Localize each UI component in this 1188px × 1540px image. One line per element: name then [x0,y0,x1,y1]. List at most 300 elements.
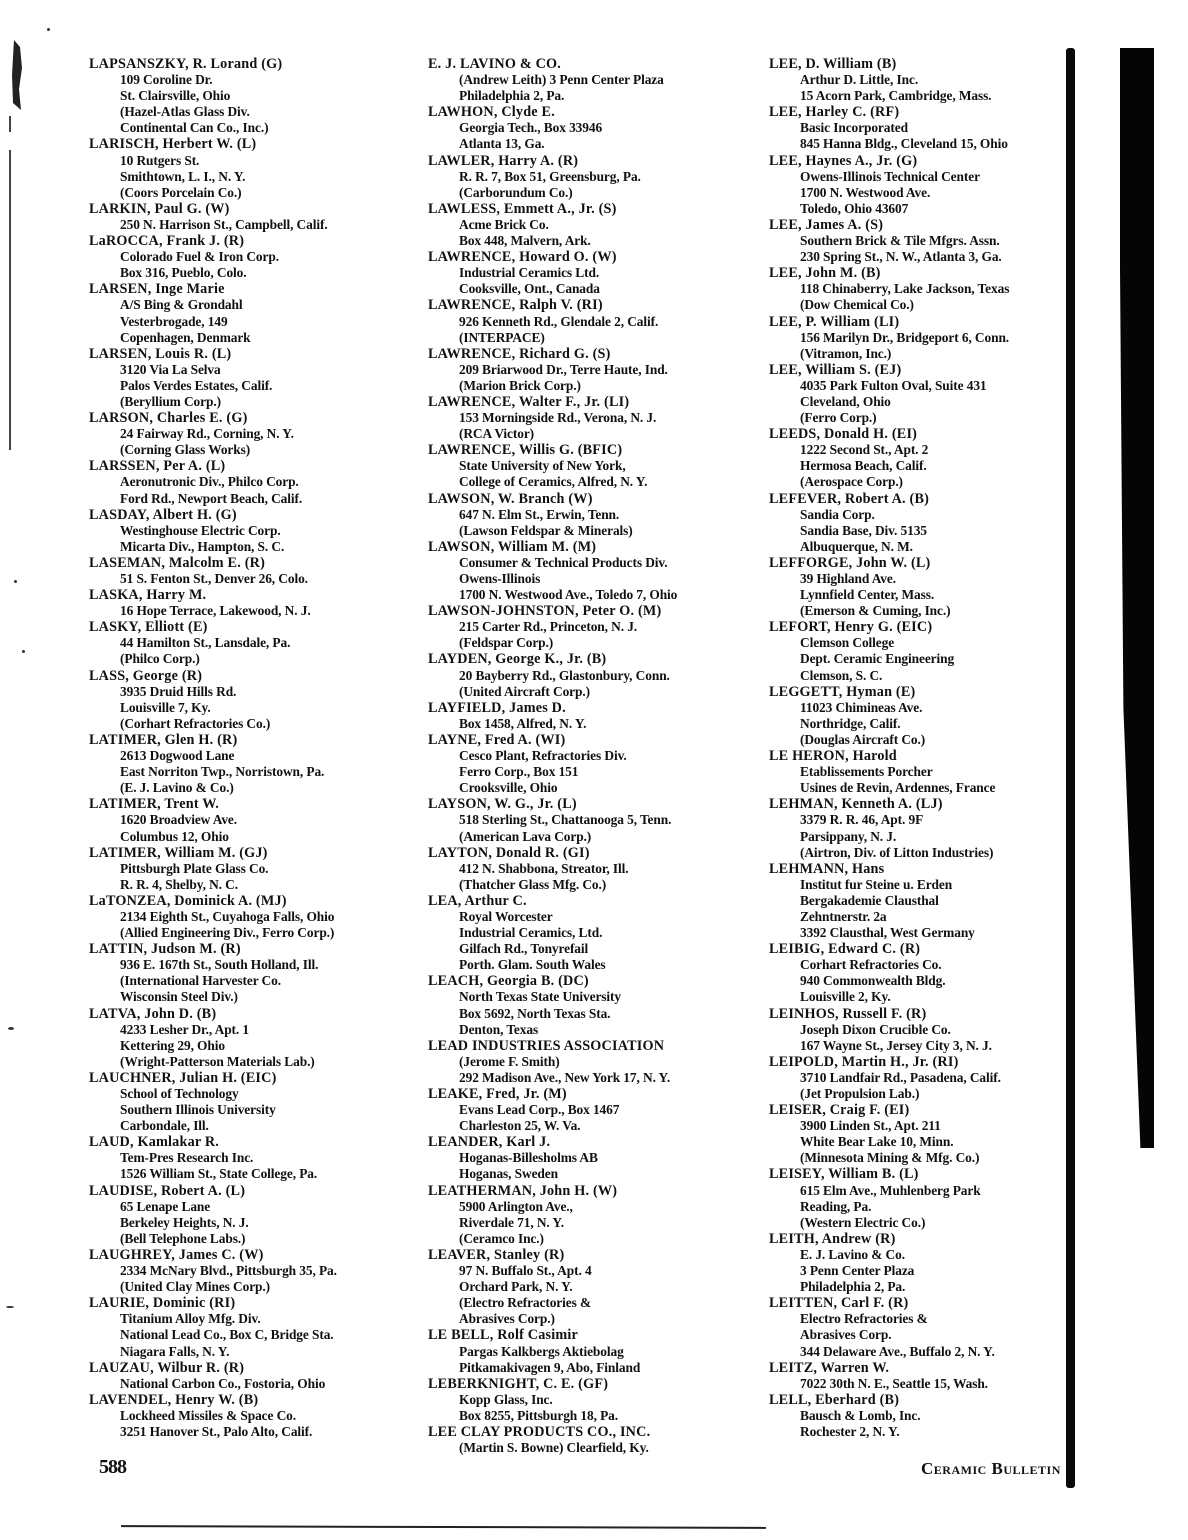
entry-address-line: Kopp Glass, Inc. [459,1391,553,1407]
directory-entry [769,1392,1069,1440]
entry-name: LASKA, Harry M. [89,587,207,604]
entry-address-line: (Douglas Aircraft Co.) [800,731,926,747]
entry-name: LAWRENCE, Walter F., Jr. (LI) [428,393,630,410]
directory-entry [769,491,1069,555]
entry-address-line: Industrial Ceramics Ltd. [459,265,600,281]
scan-blot-artifact [12,40,22,110]
entry-address-line: (Jet Propulsion Lab.) [800,1086,920,1101]
entry-name: LAUD, Kamlakar R. [89,1134,220,1151]
entry-name: LEE, D. William (B) [769,56,897,72]
entry-address-line: 940 Commonwealth Bldg. [800,973,946,989]
entry-address-line: (Emerson & Cuming, Inc.) [800,603,951,619]
entry-name: LATTIN, Judson M. (R) [89,941,241,958]
entry-address-line: E. J. Lavino & Co. [800,1246,905,1262]
entry-name: LEE, Harley C. (RF) [769,104,900,121]
directory-entry [89,1006,419,1070]
entry-name: LEEDS, Donald H. (EI) [769,426,918,443]
entry-name: LEACH, Georgia B. (DC) [428,973,589,990]
scan-speck-artifact [6,1306,14,1308]
entry-address-line: Reading, Pa. [800,1198,872,1214]
entry-address-line: Ford Rd., Newport Beach, Calif. [120,490,303,506]
entry-address-line: Southern Brick & Tile Mfgrs. Assn. [800,233,1000,249]
scan-speck-artifact [14,580,17,583]
entry-address-line: Corhart Refractories Co. [800,957,942,973]
entry-name: LAWRENCE, Richard G. (S) [428,345,611,362]
entry-address-line: Charleston 25, W. Va. [459,1118,581,1134]
entry-address-line: (Philco Corp.) [120,651,200,667]
entry-address-line: R. R. 4, Shelby, N. C. [120,876,238,892]
entry-address-line: (Airtron, Div. of Litton Industries) [800,844,994,860]
directory-entry [769,619,1069,683]
directory-entry [89,56,419,136]
entry-address-line: Carbondale, Ill. [120,1118,209,1134]
entry-address-line: 51 S. Fenton St., Denver 26, Colo. [120,571,308,586]
entry-address-line: 156 Marilyn Dr., Bridgeport 6, Conn. [800,329,1010,345]
entry-address-line: 518 Sterling St., Chattanooga 5, Tenn. [459,812,672,828]
entry-address-line: National Carbon Co., Fostoria, Ohio [120,1375,326,1391]
entry-name: LE BELL, Rolf Casimir [428,1327,579,1344]
entry-name: LAWSON-JOHNSTON, Peter O. (M) [428,603,662,620]
entry-address-line: Orchard Park, N. Y. [459,1279,573,1295]
directory-entry [769,265,1069,313]
entry-address-line: Owens-Illinois [459,571,541,586]
directory-entry [769,748,1069,796]
entry-name: LARSSEN, Per A. (L) [89,458,226,475]
entry-address-line: (Vitramon, Inc.) [800,345,892,361]
entry-address-line: 44 Hamilton St., Lansdale, Pa. [120,635,291,651]
entry-address-line: Royal Worcester [459,908,553,924]
directory-entry [89,1392,419,1440]
entry-name: LAURIE, Dominic (RI) [89,1295,236,1312]
entry-name: LARSON, Charles E. (G) [89,410,248,427]
entry-address-line: Copenhagen, Denmark [120,329,251,345]
entry-address-line: (Marion Brick Corp.) [459,377,581,393]
entry-address-line: 3392 Clausthal, West Germany [800,925,975,941]
entry-name: LASS, George (R) [89,667,203,684]
entry-name: LEATHERMAN, John H. (W) [428,1182,618,1199]
entry-name: LAWLER, Harry A. (R) [428,152,579,169]
entry-name: LEAVER, Stanley (R) [428,1246,565,1263]
entry-address-line: Northridge, Calif. [800,715,901,731]
entry-address-line: 65 Lenape Lane [120,1198,211,1214]
entry-address-line: (Beryllium Corp.) [120,393,221,409]
entry-name: LEFFORGE, John W. (L) [769,554,931,571]
directory-entry [428,104,763,152]
entry-address-line: 2613 Dogwood Lane [120,748,235,764]
entry-address-line: 3900 Linden St., Apt. 211 [800,1118,941,1134]
entry-address-line: 3379 R. R. 46, Apt. 9F [800,812,924,828]
entry-address-line: Pittsburgh Plate Glass Co. [120,860,269,876]
entry-address-line: 3251 Hanover St., Palo Alto, Calif. [120,1423,313,1439]
entry-name: LAYFIELD, James D. [428,699,566,716]
entry-name: LAYDEN, George K., Jr. (B) [428,651,607,668]
entry-address-line: (Coors Porcelain Co.) [120,184,242,200]
entry-address-line: Smithtown, L. I., N. Y. [120,168,246,184]
entry-name: LEE, William S. (EJ) [769,361,902,378]
entry-name: LAUGHREY, James C. (W) [89,1246,264,1263]
entry-address-line: (Western Electric Co.) [800,1214,926,1230]
entry-address-line: 97 N. Buffalo St., Apt. 4 [459,1263,592,1279]
directory-entry [89,555,419,587]
directory-entry [89,136,419,200]
entry-name: LATVA, John D. (B) [89,1005,217,1022]
entry-address-line: Clemson, S. C. [800,667,883,683]
directory-entry [89,941,419,1005]
entry-name: LEISER, Craig F. (EI) [769,1102,910,1119]
entry-address-line: (Electro Refractories & [459,1295,592,1311]
entry-name: LATIMER, Glen H. (R) [89,731,238,748]
directory-entry [769,314,1069,362]
entry-address-line: Louisville 2, Ky. [800,989,891,1005]
directory-entry [89,619,419,667]
entry-address-line: (Bell Telephone Labs.) [120,1230,246,1246]
entry-address-line: Georgia Tech., Box 33946 [459,120,603,136]
directory-entry [769,56,1069,104]
directory-entry [89,458,419,506]
entry-name: LAYSON, W. G., Jr. (L) [428,796,577,813]
entry-address-line: Joseph Dixon Crucible Co. [800,1021,951,1037]
entry-name: LAVENDEL, Henry W. (B) [89,1391,259,1408]
directory-entry [428,973,763,1037]
entry-address-line: 209 Briarwood Dr., Terre Haute, Ind. [459,361,668,377]
entry-address-line: (Corhart Refractories Co.) [120,715,271,731]
entry-address-line: Abrasives Corp.) [459,1311,555,1327]
entry-name: LAWRENCE, Howard O. (W) [428,249,617,266]
directory-entry [89,1295,419,1359]
entry-address-line: (Ceramco Inc.) [459,1230,544,1246]
entry-name: LEE, Haynes A., Jr. (G) [769,152,918,169]
directory-entry [769,861,1069,941]
entry-name: LEA, Arthur C. [428,892,527,909]
entry-address-line: Abrasives Corp. [800,1327,892,1343]
entry-address-line: 3 Penn Center Plaza [800,1263,915,1279]
directory-entry [428,297,763,345]
entry-name: LASKY, Elliott (E) [89,619,208,636]
entry-name: LELL, Eberhard (B) [769,1391,900,1408]
entry-name: LEHMAN, Kenneth A. (LJ) [769,796,943,813]
entry-name: LEGGETT, Hyman (E) [769,683,916,700]
entry-name: LEAKE, Fred, Jr. (M) [428,1086,567,1102]
entry-name: LAWLESS, Emmett A., Jr. (S) [428,200,617,217]
directory-entry [769,1006,1069,1054]
entry-name: LARKIN, Paul G. (W) [89,200,230,217]
directory-entry [89,233,419,281]
directory-entry [428,1183,763,1247]
entry-address-line: Institut fur Steine u. Erden [800,876,953,892]
entry-address-line: (E. J. Lavino & Co.) [120,780,234,796]
entry-name: LEFEVER, Robert A. (B) [769,490,930,507]
entry-address-line: Clemson College [800,635,895,651]
entry-address-line: Hoganas-Billesholms AB [459,1150,598,1166]
directory-column-2 [428,56,763,1456]
entry-address-line: Pitkamakivagen 9, Abo, Finland [459,1359,641,1375]
entry-address-line: Box 1458, Alfred, N. Y. [459,715,587,731]
directory-entry [769,1360,1069,1392]
directory-entry [89,732,419,796]
entry-address-line: Tem-Pres Research Inc. [120,1150,254,1166]
entry-address-line: (United Aircraft Corp.) [459,683,590,699]
entry-name: LEE, P. William (LI) [769,313,900,330]
entry-address-line: Toledo, Ohio 43607 [800,200,909,216]
entry-address-line: Kettering 29, Ohio [120,1037,225,1053]
entry-address-line: Titanium Alloy Mfg. Div. [120,1311,261,1327]
directory-entry [428,651,763,699]
entry-address-line: 1700 N. Westwood Ave. [800,184,931,200]
entry-address-line: 15 Acorn Park, Cambridge, Mass. [800,88,992,104]
directory-entry [89,1247,419,1295]
directory-entry [769,153,1069,217]
entry-address-line: Sandia Base, Div. 5135 [800,522,927,538]
directory-entry [769,1231,1069,1295]
entry-address-line: 4035 Park Fulton Oval, Suite 431 [800,377,987,393]
running-footer: Ceramic Bulletin [921,1459,1061,1478]
entry-address-line: 215 Carter Rd., Princeton, N. J. [459,619,638,635]
entry-address-line: East Norriton Twp., Norristown, Pa. [120,764,325,780]
entry-address-line: 24 Fairway Rd., Corning, N. Y. [120,426,294,442]
entry-name: LEAD INDUSTRIES ASSOCIATION [428,1037,665,1054]
entry-address-line: (Feldspar Corp.) [459,635,554,651]
scan-speck-artifact [22,650,25,653]
entry-address-line: (Carborundum Co.) [459,184,573,200]
margin-mark-artifact [9,150,11,450]
entry-address-line: Box 8255, Pittsburgh 18, Pa. [459,1407,619,1423]
entry-address-line: 3935 Druid Hills Rd. [120,683,237,699]
directory-entry [769,1166,1069,1230]
entry-address-line: Philadelphia 2, Pa. [459,88,565,104]
entry-address-line: Crooksville, Ohio [459,780,558,796]
entry-address-line: 1620 Broadview Ave. [120,812,237,828]
directory-entry [89,845,419,893]
entry-name: LATIMER, William M. (GJ) [89,844,268,861]
entry-address-line: Usines de Revin, Ardennes, France [800,780,996,796]
entry-address-line: 153 Morningside Rd., Verona, N. J. [459,410,657,426]
entry-name: LEE, James A. (S) [769,216,884,233]
entry-address-line: (Lawson Feldspar & Minerals) [459,522,633,538]
entry-address-line: 344 Delaware Ave., Buffalo 2, N. Y. [800,1343,995,1359]
entry-address-line: Cleveland, Ohio [800,393,891,409]
directory-entry [769,1054,1069,1102]
entry-address-line: 292 Madison Ave., New York 17, N. Y. [459,1069,671,1085]
entry-address-line: (Aerospace Corp.) [800,474,903,490]
entry-address-line: 1222 Second St., Apt. 2 [800,442,929,458]
entry-name: LARSEN, Inge Marie [89,281,225,298]
entry-address-line: Lynnfield Center, Mass. [800,587,935,603]
directory-entry [428,394,763,442]
entry-address-line: (Hazel-Atlas Glass Div. [120,104,250,120]
margin-mark-artifact [9,116,11,132]
entry-address-line: North Texas State University [459,989,621,1005]
directory-entry [769,217,1069,265]
directory-entry [428,603,763,651]
entry-address-line: Lockheed Missiles & Space Co. [120,1407,297,1423]
directory-entry [769,362,1069,426]
entry-address-line: Rochester 2, N. Y. [800,1423,900,1439]
entry-name: LARSEN, Louis R. (L) [89,345,232,362]
entry-address-line: (INTERPACE) [459,329,545,345]
entry-name: LASEMAN, Malcolm E. (R) [89,554,266,571]
entry-address-line: Colorado Fuel & Iron Corp. [120,249,279,265]
entry-address-line: Hoganas, Sweden [459,1166,558,1182]
entry-address-line: 167 Wayne St., Jersey City 3, N. J. [800,1037,992,1053]
entry-address-line: Cooksville, Ont., Canada [459,281,600,297]
directory-entry [769,1295,1069,1359]
entry-name: LAYTON, Donald R. (GI) [428,844,590,861]
entry-address-line: Albuquerque, N. M. [800,538,913,554]
entry-address-line: 412 N. Shabbona, Streator, Ill. [459,860,629,876]
entry-address-line: (Jerome F. Smith) [459,1053,560,1069]
directory-entry [428,1327,763,1375]
entry-address-line: St. Clairsville, Ohio [120,88,231,104]
entry-address-line: 2334 McNary Blvd., Pittsburgh 35, Pa. [120,1263,337,1279]
entry-address-line: 615 Elm Ave., Muhlenberg Park [800,1182,981,1198]
entry-name: LE HERON, Harold [769,748,897,765]
entry-address-line: 118 Chinaberry, Lake Jackson, Texas [800,281,1010,297]
directory-entry [428,491,763,539]
directory-entry [769,426,1069,490]
entry-name: LEANDER, Karl J. [428,1134,551,1151]
entry-address-line: 1700 N. Westwood Ave., Toledo 7, Ohio [459,587,678,603]
entry-name: LARISCH, Herbert W. (L) [89,136,257,153]
entry-address-line: White Bear Lake 10, Minn. [800,1134,954,1150]
entry-address-line: Wisconsin Steel Div.) [120,989,238,1005]
entry-address-line: 7022 30th N. E., Seattle 15, Wash. [800,1375,988,1391]
entry-address-line: Louisville 7, Ky. [120,699,211,715]
bottom-rule [121,1525,766,1529]
entry-name: E. J. LAVINO & CO. [428,56,562,72]
entry-name: LAWSON, W. Branch (W) [428,490,593,507]
entry-address-line: Industrial Ceramics, Ltd. [459,925,603,941]
entry-address-line: Cesco Plant, Refractories Div. [459,748,627,764]
directory-entry [428,442,763,490]
entry-name: LEITH, Andrew (R) [769,1230,896,1247]
entry-name: LAUCHNER, Julian H. (EIC) [89,1069,277,1086]
entry-address-line: Basic Incorporated [800,120,908,136]
entry-address-line: 11023 Chimineas Ave. [800,699,923,715]
entry-name: LASDAY, Albert H. (G) [89,506,237,523]
entry-address-line: School of Technology [120,1086,239,1101]
entry-address-line: R. R. 7, Box 51, Greensburg, Pa. [459,168,641,184]
entry-name: LAYNE, Fred A. (WI) [428,731,566,748]
directory-entry [428,249,763,297]
entry-address-line: Arthur D. Little, Inc. [800,72,919,88]
directory-entry [89,201,419,233]
entry-address-line: (Ferro Corp.) [800,410,877,426]
directory-entry [89,410,419,458]
entry-address-line: Box 316, Pueblo, Colo. [120,265,247,281]
entry-address-line: 3710 Landfair Rd., Pasadena, Calif. [800,1069,1001,1085]
directory-entry [428,346,763,394]
entry-address-line: Micarta Div., Hampton, S. C. [120,538,285,554]
entry-address-line: 109 Coroline Dr. [120,72,213,88]
scan-speck-artifact [47,28,50,31]
directory-entry [428,56,763,104]
entry-address-line: (Allied Engineering Div., Ferro Corp.) [120,925,335,941]
directory-entry [769,941,1069,1005]
entry-address-line: Porth. Glam. South Wales [459,957,606,973]
entry-address-line: 20 Bayberry Rd., Glastonbury, Conn. [459,667,670,683]
entry-address-line: Zehntnerstr. 2a [800,908,887,924]
entry-name: LaROCCA, Frank J. (R) [89,233,245,250]
entry-address-line: Evans Lead Corp., Box 1467 [459,1102,620,1118]
directory-entry [89,281,419,345]
page-number: 588 [99,1456,126,1478]
directory-entry [428,1134,763,1182]
entry-address-line: (United Clay Mines Corp.) [120,1279,270,1295]
entry-address-line: Dept. Ceramic Engineering [800,651,955,667]
entry-address-line: 16 Hope Terrace, Lakewood, N. J. [120,603,311,619]
entry-address-line: Ferro Corp., Box 151 [459,764,579,780]
entry-address-line: Bergakademie Clausthal [800,892,939,908]
entry-address-line: State University of New York, [459,458,626,474]
entry-address-line: Box 5692, North Texas Sta. [459,1005,611,1021]
entry-address-line: College of Ceramics, Alfred, N. Y. [459,474,648,490]
entry-name: LEITTEN, Carl F. (R) [769,1295,909,1312]
entry-address-line: (RCA Victor) [459,426,535,442]
entry-address-line: (Dow Chemical Co.) [800,297,914,313]
entry-address-line: Riverdale 71, N. Y. [459,1214,564,1230]
directory-entry [428,732,763,796]
entry-address-line: Columbus 12, Ohio [120,828,229,844]
entry-address-line: Palos Verdes Estates, Calif. [120,377,273,393]
entry-name: LAUDISE, Robert A. (L) [89,1182,246,1199]
entry-address-line: (Wright-Patterson Materials Lab.) [120,1053,315,1069]
entry-name: LAPSANSZKY, R. Lorand (G) [89,56,283,72]
entry-address-line: (American Lava Corp.) [459,828,592,844]
entry-address-line: (International Harvester Co. [120,973,281,989]
directory-entry [89,1360,419,1392]
entry-address-line: Owens-Illinois Technical Center [800,168,980,184]
entry-name: LEIPOLD, Martin H., Jr. (RI) [769,1053,959,1070]
entry-address-line: (Martin S. Bowne) Clearfield, Ky. [459,1440,649,1456]
entry-address-line: Sandia Corp. [800,506,875,522]
entry-name: LEE, John M. (B) [769,265,881,282]
entry-address-line: Niagara Falls, N. Y. [120,1343,230,1359]
entry-address-line: Consumer & Technical Products Div. [459,554,668,570]
entry-address-line: Aeronutronic Div., Philco Corp. [120,474,299,490]
directory-entry [769,104,1069,152]
directory-entry [428,1038,763,1086]
entry-name: LEBERKNIGHT, C. E. (GF) [428,1375,609,1392]
directory-entry [428,796,763,844]
entry-name: LEHMANN, Hans [769,860,885,877]
entry-address-line: Vesterbrogade, 149 [120,313,228,329]
directory-entry [89,1134,419,1182]
directory-entry [769,1102,1069,1166]
entry-name: LEITZ, Warren W. [769,1359,890,1376]
directory-entry [428,700,763,732]
entry-address-line: Parsippany, N. J. [800,828,897,844]
entry-name: LEIBIG, Edward C. (R) [769,941,921,958]
directory-entry [89,668,419,732]
entry-name: LEISEY, William B. (L) [769,1166,919,1183]
directory-entry [89,346,419,410]
entry-address-line: 2134 Eighth St., Cuyahoga Falls, Ohio [120,908,335,924]
entry-address-line: 845 Hanna Bldg., Cleveland 15, Ohio [800,136,1008,152]
directory-entry [769,684,1069,748]
entry-address-line: Westinghouse Electric Corp. [120,522,281,538]
directory-entry [428,1247,763,1327]
entry-address-line: Southern Illinois University [120,1102,276,1118]
directory-entry [89,587,419,619]
directory-entry [428,201,763,249]
directory-entry [769,796,1069,860]
entry-address-line: 5900 Arlington Ave., [459,1198,573,1214]
entry-address-line: Gilfach Rd., Tonyrefail [459,941,589,957]
directory-entry [428,1424,763,1456]
entry-address-line: 4233 Lesher Dr., Apt. 1 [120,1021,250,1037]
entry-address-line: 926 Kenneth Rd., Glendale 2, Calif. [459,313,659,329]
directory-entry [428,539,763,603]
